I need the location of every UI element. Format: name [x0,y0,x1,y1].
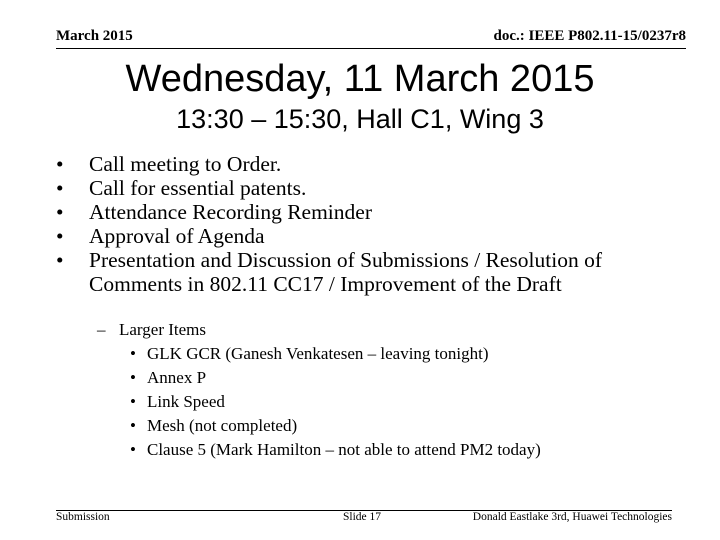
larger-item-text: Link Speed [147,392,225,411]
slide-title: Wednesday, 11 March 2015 [125,58,595,100]
larger-item [130,438,690,462]
larger-item [130,390,690,414]
bullet-icon: • [130,392,136,411]
larger-item [130,342,690,366]
slide-subtitle: 13:30 – 15:30, Hall C1, Wing 3 [176,104,544,134]
header-date: March 2015 [56,28,133,44]
larger-items-list [97,318,687,342]
bullet-icon: • [56,152,64,176]
header-divider [56,48,686,49]
footer-author: Donald Eastlake 3rd, Huawei Technologies [472,511,672,523]
larger-items-heading [97,318,687,342]
agenda-item [56,224,686,248]
bullet-icon: • [56,248,64,272]
larger-item-text: Mesh (not completed) [147,416,298,435]
larger-item [130,366,690,390]
larger-item [130,414,690,438]
larger-items-sublist [130,342,690,462]
agenda-item-text: Presentation and Discussion of Submissions / Resolution of Comments in 802.11 CC17 / Improvement of the Draft [89,248,603,296]
agenda-item-text: Call for essential patents. [89,176,307,200]
larger-item-text: GLK GCR (Ganesh Venkatesen – leaving tonight) [147,344,489,363]
agenda-item [56,176,686,200]
agenda-item-text: Attendance Recording Reminder [89,200,372,224]
bullet-icon: • [130,344,136,363]
agenda-item-text: Call meeting to Order. [89,152,282,176]
agenda-list [56,152,686,296]
bullet-icon: • [130,368,136,387]
header-doc-id: doc.: IEEE P802.11-15/0237r8 [493,28,686,44]
agenda-item [56,152,686,176]
bullet-icon: • [56,176,64,200]
bullet-icon: • [130,440,136,459]
agenda-item [56,200,686,224]
footer-submission: Submission [56,511,110,523]
bullet-icon: • [130,416,136,435]
footer-slide-number: Slide 17 [343,511,382,523]
agenda-item [56,248,686,296]
larger-item-text: Clause 5 (Mark Hamilton – not able to attend PM2 today) [147,440,541,459]
agenda-item-text: Approval of Agenda [89,224,265,248]
larger-item-text: Annex P [147,368,207,387]
dash-icon: – [97,320,106,339]
larger-items-label: Larger Items [119,320,207,339]
bullet-icon: • [56,200,64,224]
bullet-icon: • [56,224,64,248]
